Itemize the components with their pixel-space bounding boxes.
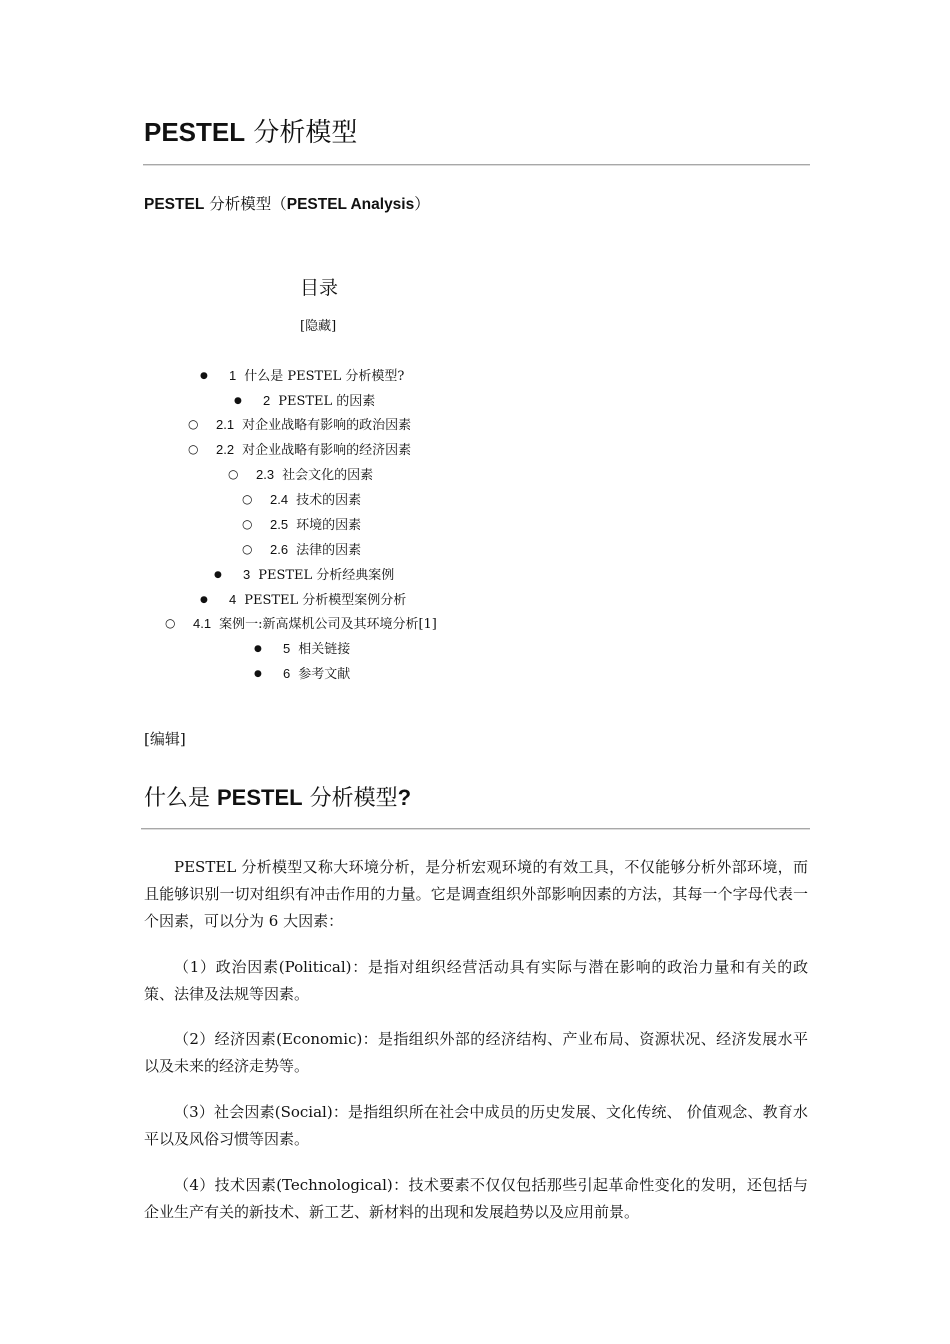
toc-item-number: 3 [243,567,251,582]
section-divider [141,828,810,830]
toc-hide-link[interactable]: [隐藏] [300,319,337,334]
subtitle-part-b: 分析模型（ [204,195,287,213]
section-heading-part-c: 分析模型 [302,786,398,811]
bullet-circle-icon [188,440,198,459]
page-title-latin: PESTEL [144,117,246,147]
bullet-circle-icon [165,614,175,633]
toc-item[interactable] [256,466,373,485]
section-heading [144,783,411,814]
bullet-circle-icon [242,540,252,559]
paragraph-economic: （2）经济因素(Economic)：是指组织外部的经济结构、产业布局、资源状况、经济发展水平以及未来的经济走势等。 [144,1030,808,1075]
toc-item-label: PESTEL 分析模型案例分析 [244,593,407,608]
paragraph-intro: PESTEL 分析模型又称大环境分析，是分析宏观环境的有效工具，不仅能够分析外部环境，而且能够识别一切对组织有冲击作用的力量。它是调查组织外部影响因素的方法，其每一个字母代表一个因素，可以分为 6 大因素： [144,858,808,930]
toc-item-number: 2.2 [216,442,235,457]
toc-item[interactable] [283,640,350,659]
toc-item-label: 环境的因素 [296,518,362,533]
toc-item-number: 1 [229,368,237,383]
toc-item-number: 2.1 [216,417,235,432]
toc-item[interactable] [270,491,361,510]
bullet-disc-icon [200,366,208,385]
toc-item-label: 案例一:新高煤机公司及其环境分析[1] [219,617,437,632]
page-subtitle [144,193,430,216]
toc-item-number: 4 [229,592,237,607]
toc-item-label: 对企业战略有影响的经济因素 [242,443,412,458]
toc-item-number: 2.6 [270,542,289,557]
toc-item-number: 2.3 [256,467,275,482]
toc-item[interactable] [270,541,361,560]
subtitle-part-c: PESTEL Analysis [286,196,415,213]
page-title [144,114,357,151]
toc-item-label: 什么是 PESTEL 分析模型? [244,369,405,384]
toc-item-label: PESTEL 的因素 [278,394,376,409]
toc-item-label: 相关链接 [298,642,351,657]
toc-item[interactable] [193,615,437,634]
subtitle-part-d: ） [414,195,430,213]
toc-item-number: 5 [283,641,291,656]
toc-item-label: 技术的因素 [296,493,362,508]
toc-item-label: 参考文献 [298,667,351,682]
section-heading-part-a: 什么是 [144,786,217,811]
toc-item-number: 6 [283,666,291,681]
toc-item[interactable] [216,416,411,435]
toc-item[interactable] [283,665,350,684]
toc-item-label: 对企业战略有影响的政治因素 [242,418,412,433]
bullet-circle-icon [228,465,238,484]
section-heading-part-d: ? [397,785,412,810]
toc-item[interactable] [216,441,411,460]
toc-item-number: 2.4 [270,492,289,507]
toc-item[interactable] [270,516,361,535]
section-heading-part-b: PESTEL [217,785,303,810]
bullet-disc-icon [234,391,242,410]
paragraph-technological: （4）技术因素(Technological)：技术要素不仅仅包括那些引起革命性变化的发明，还包括与企业生产有关的新技术、新工艺、新材料的出现和发展趋势以及应用前景。 [144,1176,808,1221]
bullet-disc-icon [214,565,222,584]
bullet-circle-icon [188,415,198,434]
paragraph-political: （1）政治因素(Political)：是指对组织经营活动具有实际与潜在影响的政治力量和有关的政策、法律及法规等因素。 [144,958,808,1003]
bullet-circle-icon [242,490,252,509]
subtitle-part-a: PESTEL [144,196,205,213]
paragraph-social: （3）社会因素(Social)：是指组织所在社会中成员的历史发展、文化传统、 价值观念、教育水平以及风俗习惯等因素。 [144,1103,808,1148]
toc-item-number: 2.5 [270,517,289,532]
bullet-disc-icon [254,639,262,658]
toc-item[interactable] [229,591,406,610]
toc-item-label: 法律的因素 [296,543,362,558]
toc-title: 目录 [300,277,339,299]
edit-link[interactable]: [编辑] [144,730,186,748]
toc-item-number: 2 [263,393,271,408]
toc-item-number: 4.1 [193,616,212,631]
toc-item[interactable] [229,367,404,386]
toc-item-label: PESTEL 分析经典案例 [258,568,395,583]
page-title-cn: 分析模型 [245,118,358,148]
bullet-disc-icon [254,664,262,683]
bullet-disc-icon [200,590,208,609]
bullet-circle-icon [242,515,252,534]
title-divider [143,164,810,166]
toc-item[interactable] [243,566,394,585]
toc-item[interactable] [263,392,375,411]
toc-item-label: 社会文化的因素 [282,468,374,483]
